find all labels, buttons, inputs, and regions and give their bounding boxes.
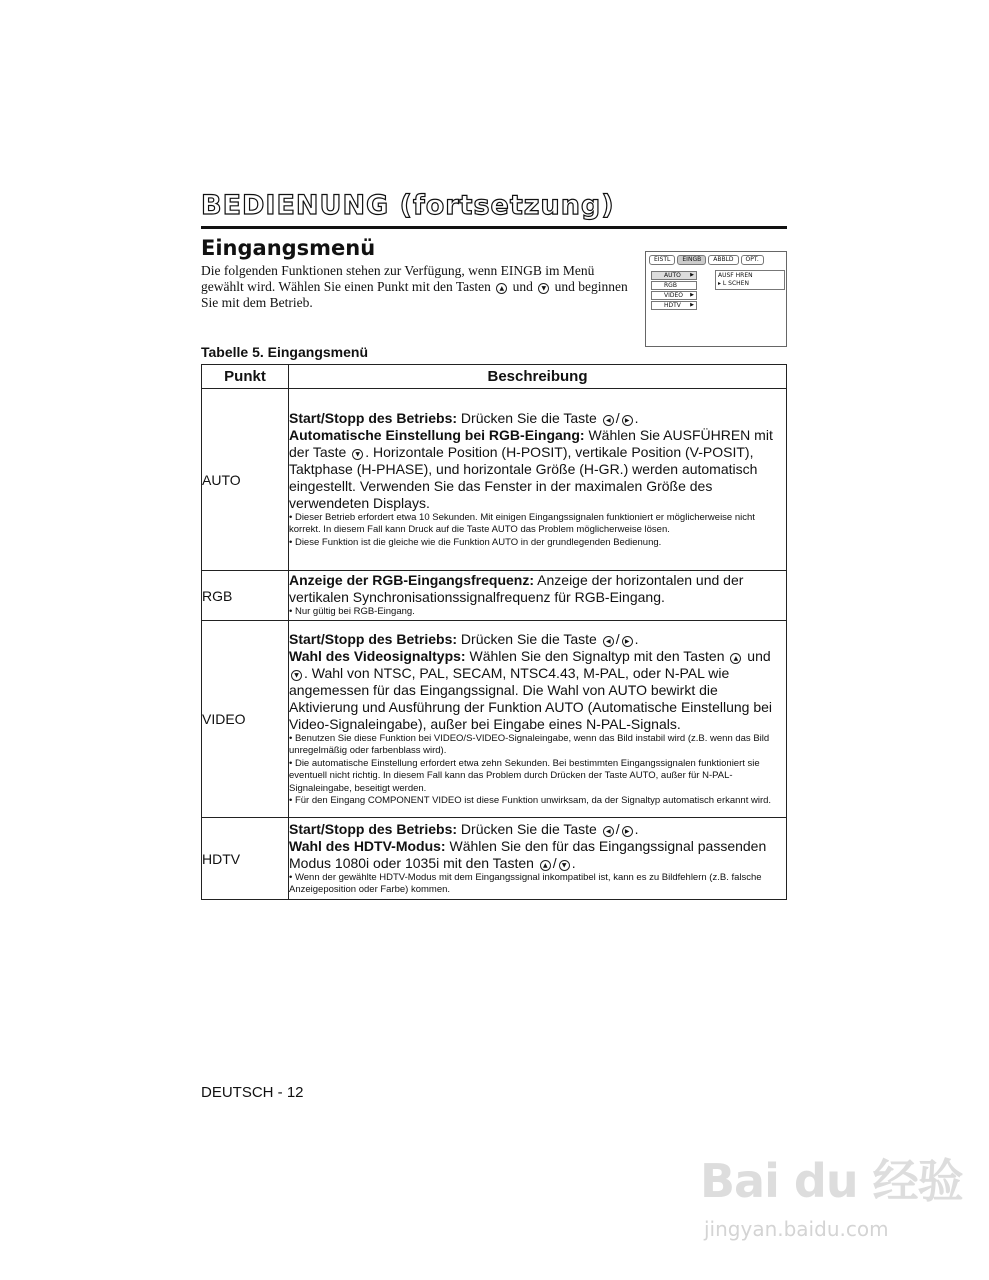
desc-bold-label: Automatische Einstellung bei RGB-Eingang: bbox=[289, 426, 585, 443]
row-description-hdtv bbox=[289, 818, 787, 900]
watermark bbox=[690, 1125, 963, 1255]
desc-paragraph bbox=[289, 427, 786, 512]
separator: / bbox=[615, 630, 620, 647]
osd-tab-abbld: ABBLD bbox=[708, 255, 738, 265]
period: . bbox=[634, 820, 639, 837]
desc-bold-label: Start/Stopp des Betriebs: bbox=[289, 409, 458, 426]
left-key-icon: ◀ bbox=[603, 636, 614, 647]
osd-menu-preview bbox=[645, 251, 787, 347]
row-description-video bbox=[289, 621, 787, 818]
row-item-auto: AUTO bbox=[202, 389, 289, 571]
osd-item-list bbox=[651, 271, 697, 311]
up-key-icon: ▲ bbox=[496, 283, 507, 294]
osd-item-label: RGB bbox=[664, 282, 677, 289]
desc-bold-label: Wahl des HDTV-Modus: bbox=[289, 837, 446, 854]
table-row bbox=[202, 818, 787, 900]
period: . bbox=[634, 409, 639, 426]
intro-text-2: und beginnen Sie mit dem Betrieb. bbox=[201, 279, 628, 310]
desc-text: Drücken Sie die Taste bbox=[460, 630, 597, 647]
desc-text: Wählen Sie den Signaltyp mit den Tasten bbox=[469, 647, 725, 664]
desc-paragraph bbox=[289, 648, 786, 733]
desc-bold-label: Start/Stopp des Betriebs: bbox=[289, 630, 458, 647]
row-item-hdtv: HDTV bbox=[202, 818, 289, 900]
left-key-icon: ◀ bbox=[603, 415, 614, 426]
osd-submenu-item: AUSF HREN bbox=[718, 272, 753, 279]
desc-text: Anzeige der horizontalen und der vertikalen Synchronisationssignalfrequenz für RGB-Eingang. bbox=[289, 572, 744, 606]
desc-line bbox=[289, 410, 786, 427]
desc-text: . Horizontale Position (H-POSIT), vertikale Position (V-POSIT), Taktphase (H-PHASE), und horizontale Größe (H-GR.) werden automatisch eingestellt. Verwenden Sie das Fenster in der maximalen Größe des verwendeten Displays. bbox=[289, 443, 758, 511]
note: • Nur gültig bei RGB-Eingang. bbox=[289, 606, 415, 618]
desc-text: und bbox=[747, 647, 771, 664]
note: • Dieser Betrieb erfordert etwa 10 Sekunden. Mit einigen Eingangssignalen funktioniert er möglicherweise nicht korrekt. In diesem Fall kann Druck auf die Taste AUTO das Problem möglicherweise lösen. bbox=[289, 511, 755, 536]
note: • Für den Eingang COMPONENT VIDEO ist diese Funktion unwirksam, da der Signaltyp automatisch erkannt wird. bbox=[289, 795, 772, 806]
row-item-video: VIDEO bbox=[202, 621, 289, 818]
osd-tab-opt: OPT. bbox=[741, 255, 764, 265]
section-title: Eingangsmenü bbox=[201, 236, 376, 260]
up-key-icon: ▲ bbox=[540, 860, 551, 871]
down-key-icon: ▼ bbox=[559, 860, 570, 871]
header-beschreibung: Beschreibung bbox=[289, 365, 787, 389]
table-caption: Tabelle 5. Eingangsmenü bbox=[201, 344, 369, 360]
page-footer: DEUTSCH - 12 bbox=[201, 1084, 304, 1101]
note: • Benutzen Sie diese Funktion bei VIDEO/S-VIDEO-Signaleingabe, wenn das Bild instabil wird (z.B. wenn das Bild unregelmäßig oder farbenblass wird). bbox=[289, 732, 770, 756]
desc-line bbox=[289, 821, 786, 838]
osd-submenu bbox=[715, 270, 785, 290]
desc-bold-label: Anzeige der RGB-Eingangsfrequenz: bbox=[289, 572, 535, 589]
osd-item-video bbox=[651, 291, 697, 300]
table-row bbox=[202, 389, 787, 571]
intro-paragraph bbox=[201, 263, 631, 311]
note: • Die automatische Einstellung erfordert etwa zehn Sekunden. Bei bestimmten Eingangssignalen funktioniert sie eventuell nicht richtig. In diesem Fall kann das Problem durch Drücken der Taste AUTO, außer für N-PAL-Signaleingabe, beseitigt werden. bbox=[289, 757, 760, 794]
desc-paragraph bbox=[289, 572, 786, 606]
up-key-icon: ▲ bbox=[730, 653, 741, 664]
row-item-rgb: RGB bbox=[202, 571, 289, 621]
desc-bold-label: Start/Stopp des Betriebs: bbox=[289, 820, 458, 837]
watermark-url: jingyan.baidu.com bbox=[704, 1217, 889, 1241]
period: . bbox=[571, 854, 576, 871]
desc-text: Drücken Sie die Taste bbox=[460, 409, 597, 426]
period: . bbox=[634, 630, 639, 647]
separator: / bbox=[615, 820, 620, 837]
note: • Diese Funktion ist die gleiche wie die Funktion AUTO in der grundlegenden Bedienung. bbox=[289, 536, 662, 548]
note: • Wenn der gewählte HDTV-Modus mit dem Eingangssignal inkompatibel ist, kann es zu Bildfehlern (z.B. falsche Anzeigeposition oder Farbe) kommen. bbox=[289, 871, 762, 895]
intro-and: und bbox=[512, 279, 533, 294]
osd-item-label: VIDEO bbox=[664, 292, 684, 299]
desc-paragraph bbox=[289, 838, 786, 872]
desc-bold-label: Wahl des Videosignaltyps: bbox=[289, 647, 466, 664]
down-key-icon: ▼ bbox=[291, 670, 302, 681]
watermark-logo: Bai du 经验 bbox=[700, 1154, 963, 1208]
osd-item-label: AUTO bbox=[664, 272, 681, 279]
title-divider bbox=[201, 226, 787, 229]
header-punkt: Punkt bbox=[202, 365, 289, 389]
desc-text: Drücken Sie die Taste bbox=[460, 820, 597, 837]
osd-item-hdtv bbox=[651, 301, 697, 310]
row-description-rgb bbox=[289, 571, 787, 621]
down-key-icon: ▼ bbox=[352, 449, 363, 460]
input-menu-table bbox=[201, 364, 787, 900]
right-key-icon: ▶ bbox=[622, 415, 633, 426]
arrow-right-icon: ▶ bbox=[690, 292, 694, 298]
osd-tab-eingb: EINGB bbox=[677, 255, 706, 265]
desc-line bbox=[289, 631, 786, 648]
osd-submenu-item: ▸ L SCHEN bbox=[718, 280, 749, 287]
row-description-auto bbox=[289, 389, 787, 571]
osd-item-auto bbox=[651, 271, 697, 280]
desc-text: . Wahl von NTSC, PAL, SECAM, NTSC4.43, M-PAL, oder N-PAL wie angemessen für das Eingangssignal. Die Wahl von AUTO bewirkt die Aktivierung und Ausführung der Funktion AUTO (Automatische Einstellung bei Video-Signaleingabe), außer bei Eingabe eines N-PAL-Signals. bbox=[289, 664, 773, 732]
desc-text: Wählen Sie den für das Eingangssignal passenden Modus 1080i oder 1035i mit den Tasten bbox=[289, 837, 767, 871]
table-row bbox=[202, 571, 787, 621]
down-key-icon: ▼ bbox=[538, 283, 549, 294]
osd-item-rgb bbox=[651, 281, 697, 290]
osd-tabs bbox=[649, 255, 764, 265]
table-header-row bbox=[202, 365, 787, 389]
arrow-right-icon: ▶ bbox=[690, 302, 694, 308]
intro-text-1: Die folgenden Funktionen stehen zur Verfügung, wenn EINGB im Menü gewählt wird. Wählen Sie einen Punkt mit den Tasten bbox=[201, 263, 595, 294]
desc-text: Wählen Sie AUSFÜHREN mit der Taste bbox=[289, 426, 773, 460]
osd-item-label: HDTV bbox=[664, 302, 681, 309]
table-row bbox=[202, 621, 787, 818]
osd-tab-eistl: EISTL bbox=[649, 255, 675, 265]
osd-submenu-label: L SCHEN bbox=[722, 280, 749, 287]
right-key-icon: ▶ bbox=[622, 636, 633, 647]
arrow-right-icon: ▶ bbox=[690, 272, 694, 278]
left-key-icon: ◀ bbox=[603, 826, 614, 837]
separator: / bbox=[552, 854, 557, 871]
right-key-icon: ▶ bbox=[622, 826, 633, 837]
page-title: BEDIENUNG (fortsetzung) bbox=[201, 190, 615, 221]
separator: / bbox=[615, 409, 620, 426]
